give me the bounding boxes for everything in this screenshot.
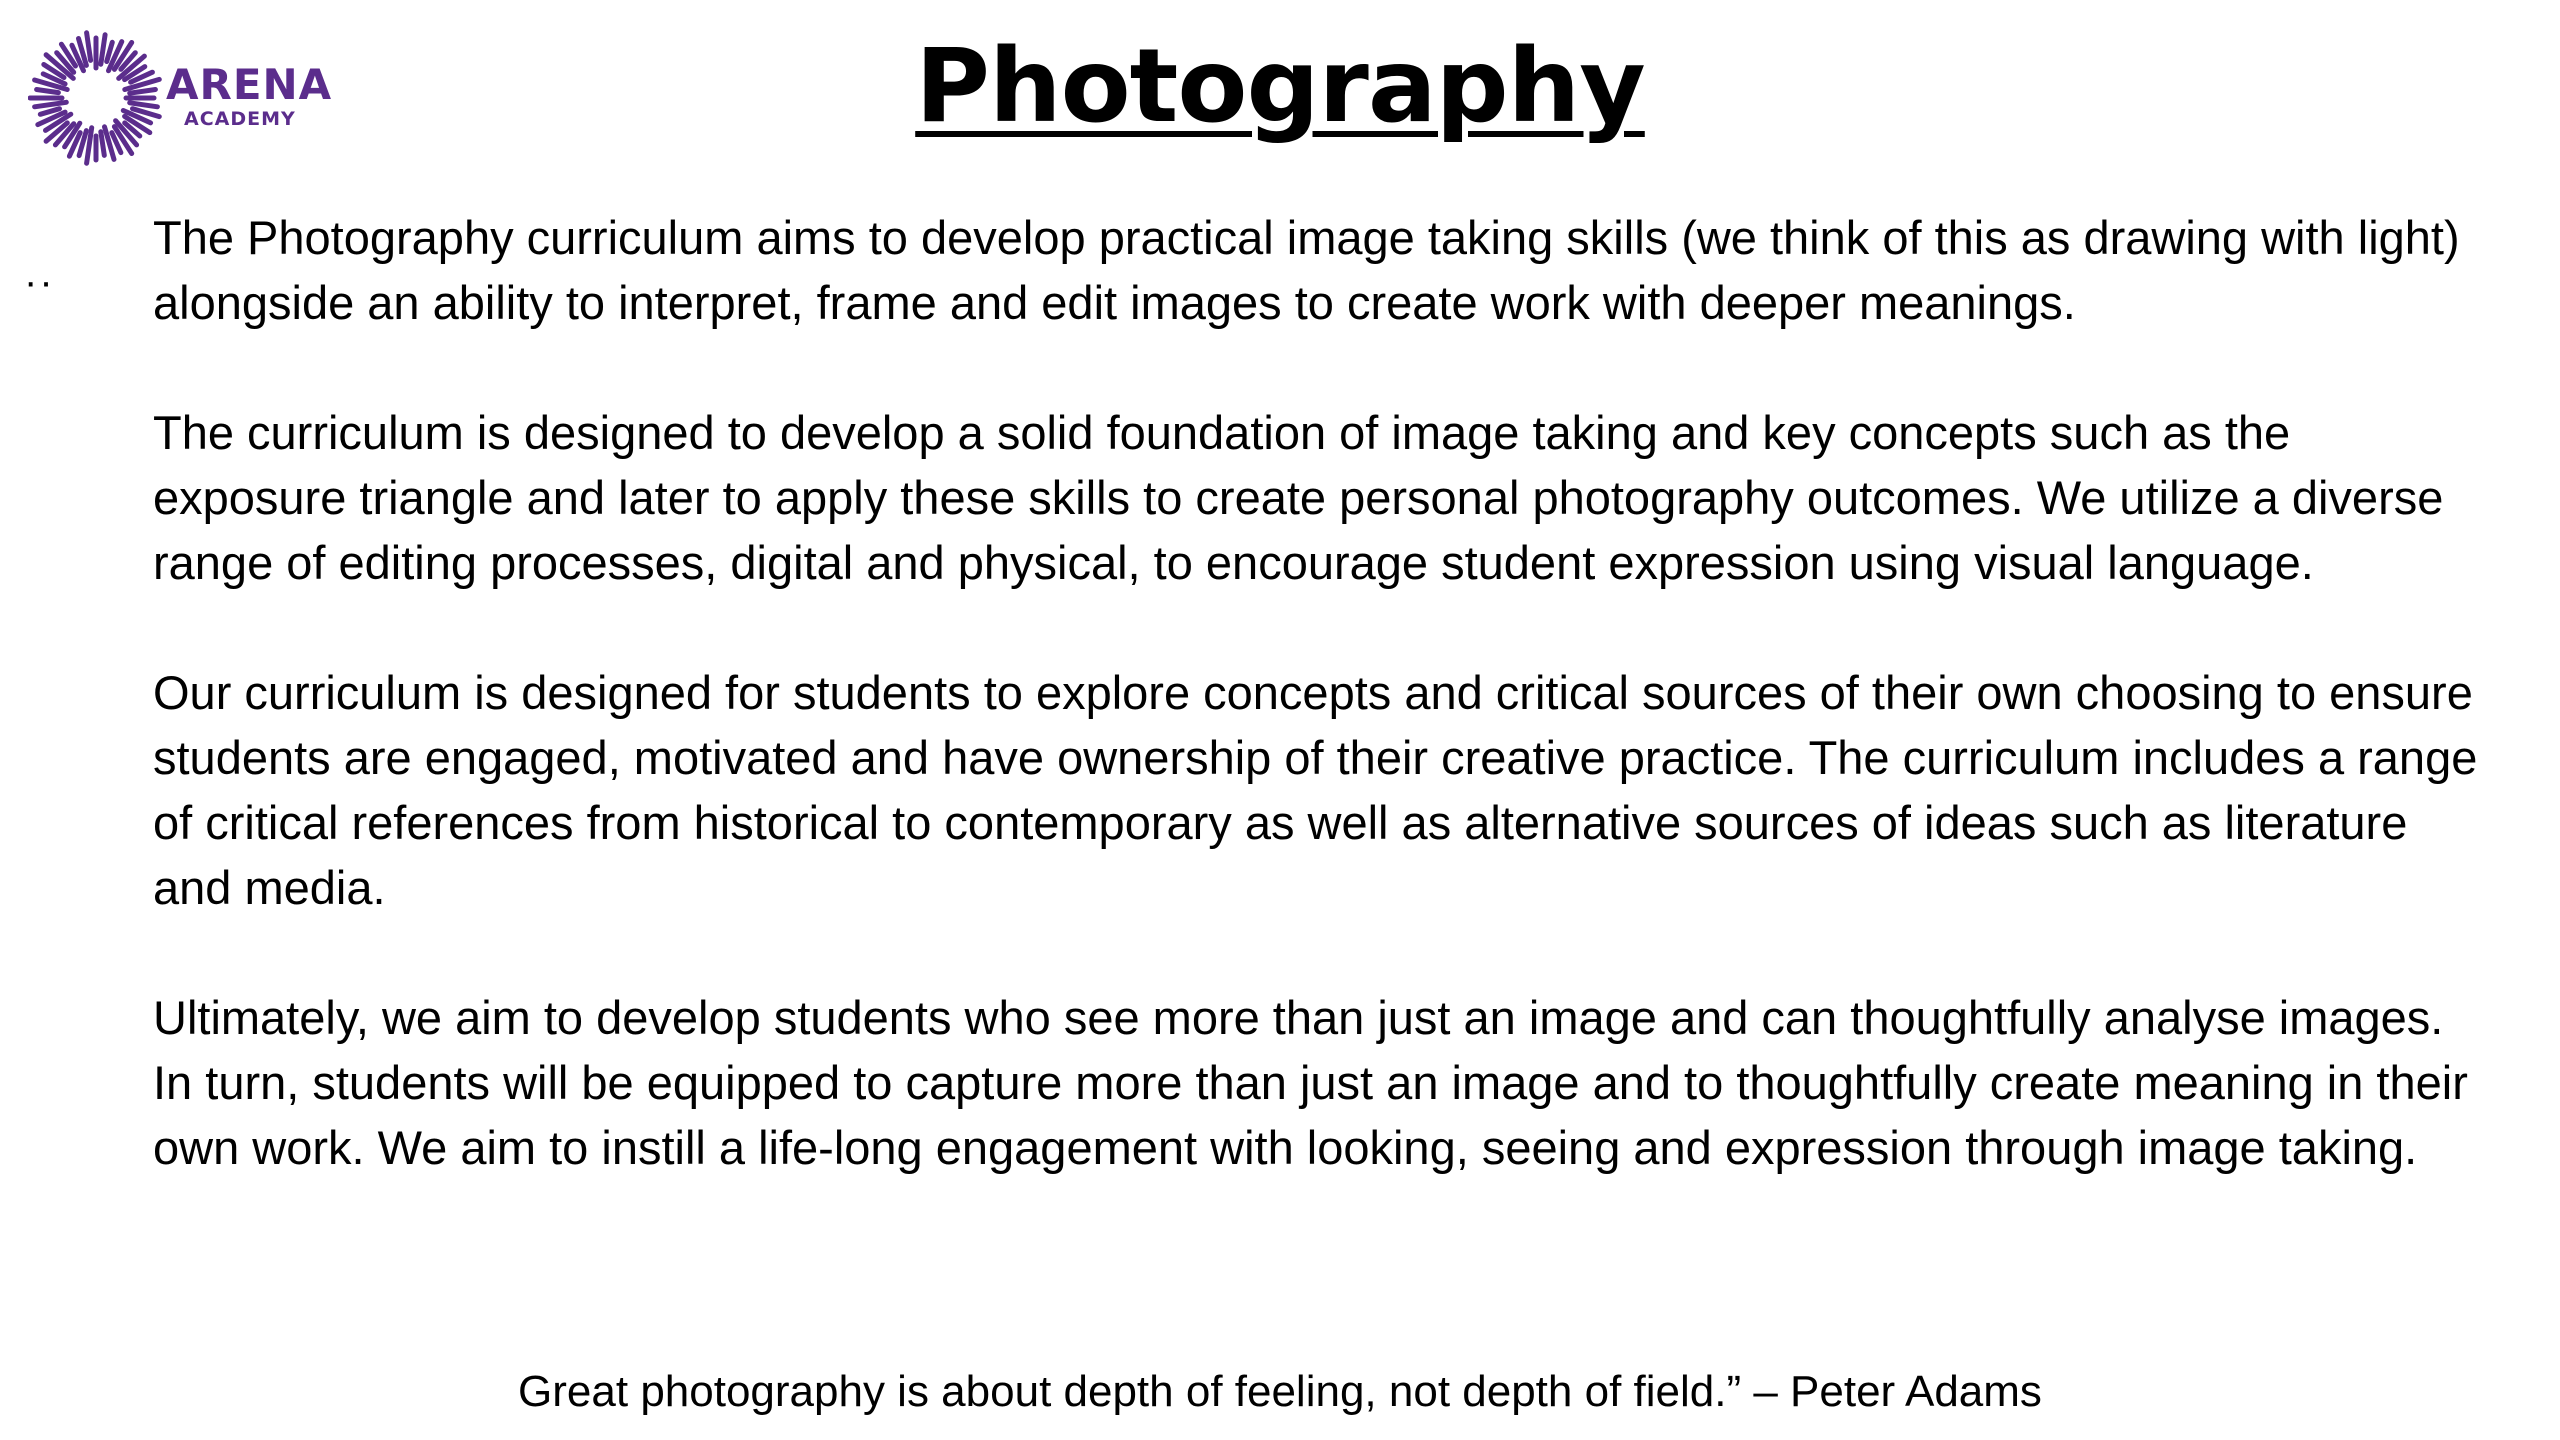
quote: Great photography is about depth of feeling, not depth of field.” – Peter Adams [518,1367,2042,1416]
logo-subtitle: ACADEMY [184,108,296,130]
body-text [153,205,2483,1245]
logo-name: ARENA [166,60,333,109]
paragraph-foundation: The curriculum is designed to develop a solid foundation of image taking and key concepts such as the exposure triangle and later to apply these skills to create personal photography outcomes. We utilize a diverse range of editing processes, digital and physical, to encourage student expression using visual language. [153,406,2444,589]
paragraph-ultimately: Ultimately, we aim to develop students who see more than just an image and can thoughtfully analyse images. In turn, students will be equipped to capture more than just an image and to thoughtfully create meaning in their own work. We aim to instill a life-long engagement with looking, seeing and expression through image taking. [153,991,2468,1174]
page-title: Photography [915,27,1645,146]
paragraph-critical-sources: Our curriculum is designed for students to explore concepts and critical sources of their own choosing to ensure students are engaged, motivated and have ownership of their creative practice. The curriculum includes a range of critical references from historical to contemporary as well as alternative sources of ideas such as literature and media. [153,666,2478,914]
bullet-marks: ·· [24,260,55,304]
paragraph-intro: The Photography curriculum aims to develop practical image taking skills (we think of this as drawing with light) alongside an ability to interpret, frame and edit images to create work with deeper meanings. [153,211,2460,329]
